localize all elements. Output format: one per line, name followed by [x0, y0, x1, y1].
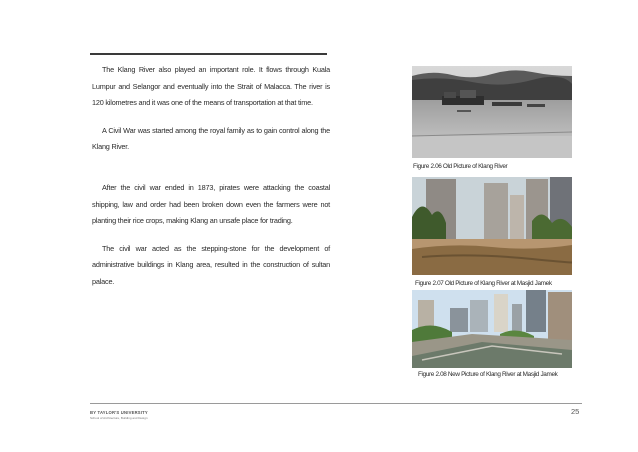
paragraph-pirates: After the civil war ended in 1873, pirates were attacking the coastal shipping, law and order had been broken down even the farmers were not planting their rice crops, making Klang an unsafe place for trading. — [92, 182, 330, 226]
paragraph-civil-war: A Civil War was started among the royal family as to gain control along the Klang River. — [92, 125, 330, 152]
figure-caption: Figure 2.06 Old Picture of Klang River — [413, 163, 508, 170]
university-logo — [90, 410, 148, 420]
logo-subtext: School of Architecture, Building and Design — [90, 416, 148, 420]
figure-old-masjid-jamek-photo — [412, 177, 572, 275]
logo-text: BY TAYLOR'S UNIVERSITY — [90, 410, 148, 415]
figure-old-klang-river-photo — [412, 66, 572, 158]
paragraph-development: The civil war acted as the stepping-stone for the development of administrative buildings in Klang area, resulted in the construction of sultan palace. — [92, 243, 330, 286]
figure-new-masjid-jamek-photo — [412, 290, 572, 368]
paragraph-klang-river: The Klang River also played an important role. It flows through Kuala Lumpur and Selangor and eventually into the Strait of Malacca. The river is 120 kilometres and it was one of the means of transportation at that time. — [92, 65, 330, 108]
body-text — [92, 62, 330, 302]
figure-caption: Figure 2.08 New Picture of Klang River at Masjid Jamek — [418, 371, 558, 378]
figure-caption: Figure 2.07 Old Picture of Klang River at Masjid Jamek — [415, 280, 552, 287]
top-rule — [90, 53, 327, 55]
footer-rule — [90, 403, 582, 404]
page-number: 25 — [571, 407, 580, 416]
